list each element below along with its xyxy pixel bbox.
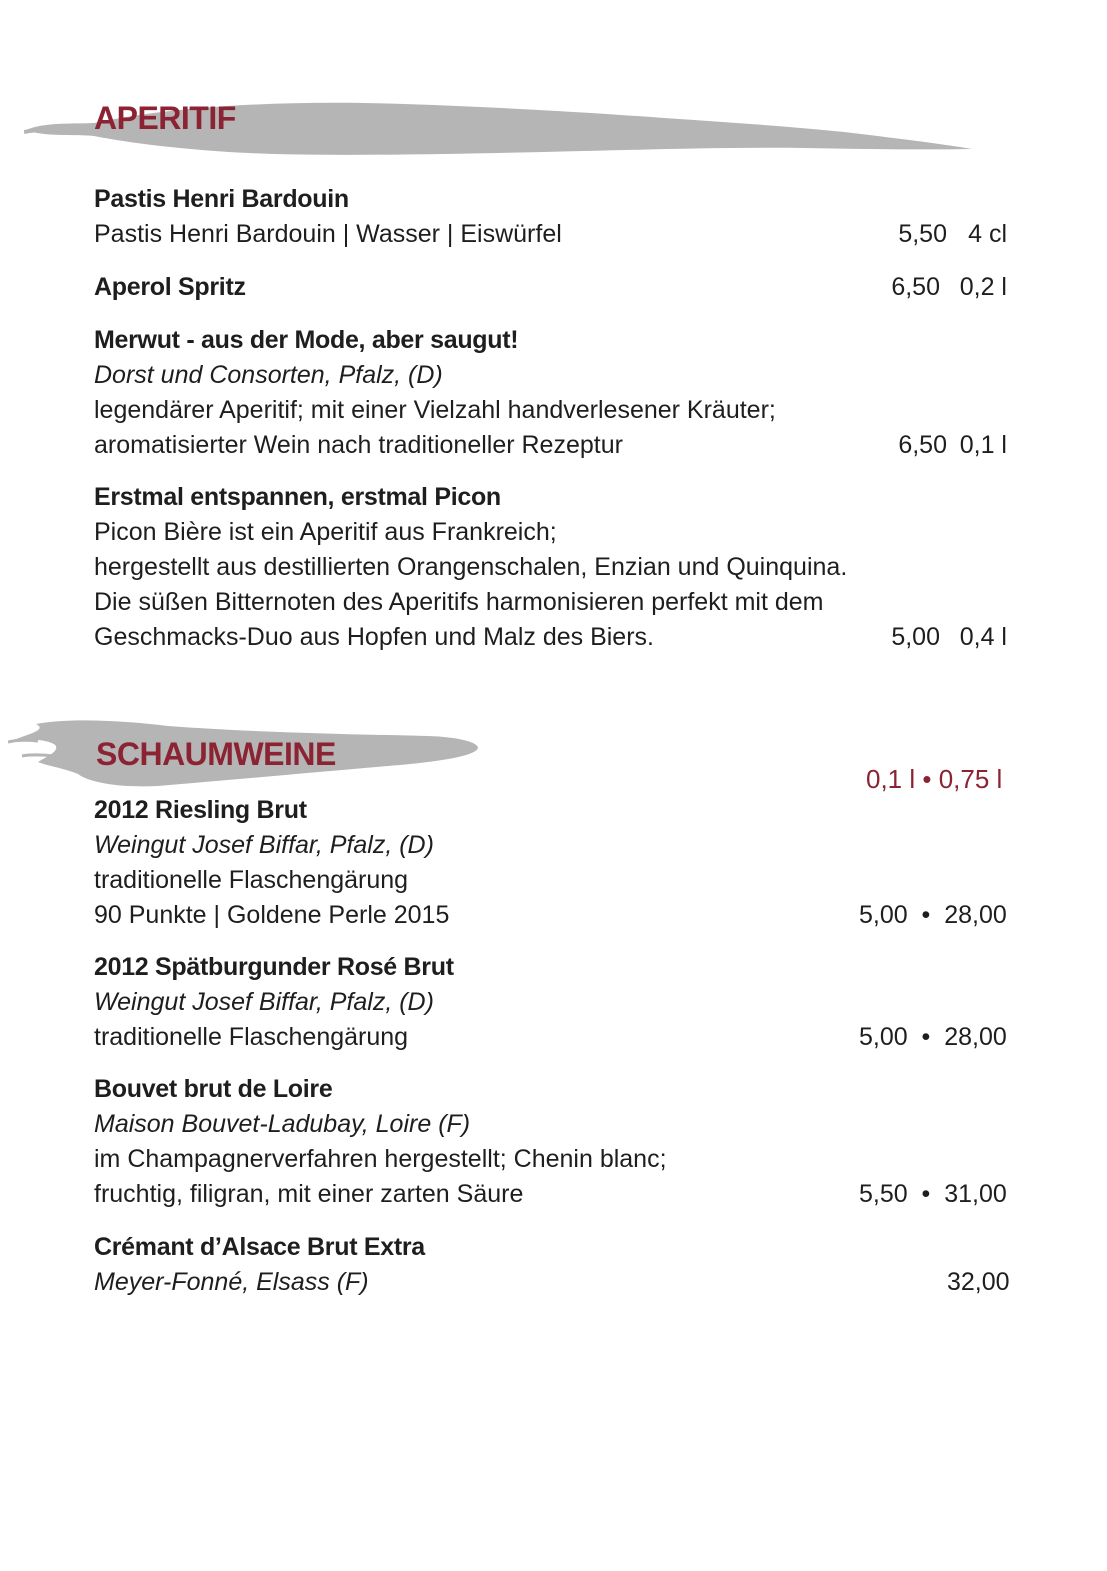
wine-name: Crémant d’Alsace Brut Extra <box>94 1233 425 1261</box>
wine-description: im Champagnerverfahren hergestellt; Chenin blanc; <box>94 1145 667 1173</box>
schaumweine-title: SCHAUMWEINE <box>96 736 336 772</box>
wine-description: 90 Punkte | Goldene Perle 2015 <box>94 901 450 929</box>
wine-producer: Weingut Josef Biffar, Pfalz, (D) <box>94 988 434 1016</box>
wine-name: 2012 Riesling Brut <box>94 796 307 824</box>
wine-name: 2012 Spätburgunder Rosé Brut <box>94 953 454 981</box>
wine-description: fruchtig, filigran, mit einer zarten Säure <box>94 1180 524 1208</box>
item-description: Die süßen Bitternoten des Aperitifs harmonisieren perfekt mit dem <box>94 588 824 616</box>
item-description: aromatisierter Wein nach traditioneller Rezeptur <box>94 431 623 459</box>
wine-prices: 5,00 • 28,00 <box>859 1023 1007 1051</box>
item-volume: 4 cl <box>968 220 1007 248</box>
wine-prices: 5,50 • 31,00 <box>859 1180 1007 1208</box>
item-producer: Dorst und Consorten, Pfalz, (D) <box>94 361 443 389</box>
item-price: 6,50 <box>891 273 940 301</box>
item-price: 5,00 <box>891 623 940 651</box>
item-description: Pastis Henri Bardouin | Wasser | Eiswürfel <box>94 220 562 248</box>
aperitif-title: APERITIF <box>94 100 236 136</box>
item-description: Geschmacks-Duo aus Hopfen und Malz des Biers. <box>94 623 654 651</box>
wine-producer: Maison Bouvet-Ladubay, Loire (F) <box>94 1110 471 1138</box>
item-description: Picon Bière ist ein Aperitif aus Frankreich; <box>94 518 557 546</box>
wine-description: traditionelle Flaschengärung <box>94 1023 409 1051</box>
item-description: legendärer Aperitif; mit einer Vielzahl handverlesener Kräuter; <box>94 396 776 424</box>
item-price: 5,50 <box>898 220 947 248</box>
wine-description: traditionelle Flaschengärung <box>94 866 409 894</box>
item-volume: 0,2 l <box>959 273 1007 301</box>
item-volume: 0,4 l <box>959 623 1007 651</box>
wine-producer: Meyer-Fonné, Elsass (F) <box>94 1268 369 1296</box>
item-name: Merwut - aus der Mode, aber saugut! <box>94 326 519 354</box>
wine-producer: Weingut Josef Biffar, Pfalz, (D) <box>94 831 434 859</box>
wine-prices: 5,00 • 28,00 <box>859 901 1007 929</box>
item-name: Aperol Spritz <box>94 273 246 301</box>
item-description: hergestellt aus destillierten Orangenschalen, Enzian und Quinquina. <box>94 553 848 581</box>
wine-name: Bouvet brut de Loire <box>94 1075 333 1103</box>
wine-prices: 32,00 <box>947 1268 1010 1296</box>
item-name: Pastis Henri Bardouin <box>94 185 349 213</box>
item-name: Erstmal entspannen, erstmal Picon <box>94 483 501 511</box>
volume-header: 0,1 l • 0,75 l <box>866 764 1003 794</box>
item-volume: 0,1 l <box>959 431 1007 459</box>
item-price: 6,50 <box>898 431 947 459</box>
